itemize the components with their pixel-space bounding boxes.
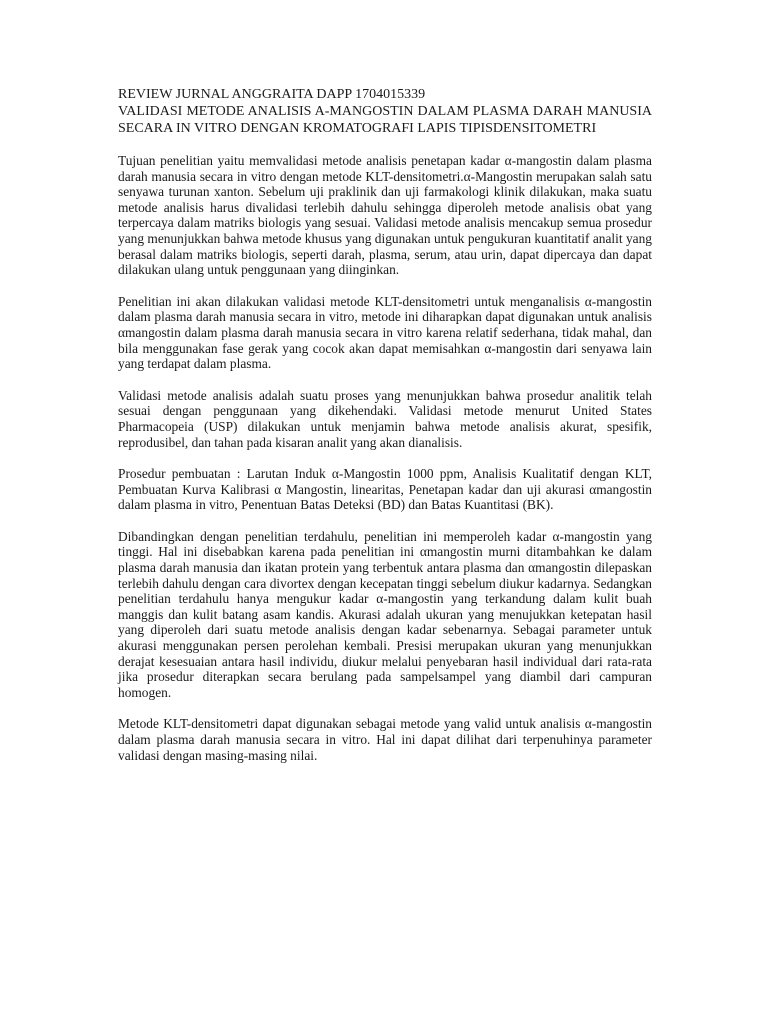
review-heading: REVIEW JURNAL ANGGRAITA DAPP 1704015339 (118, 87, 426, 102)
paragraph-comparison: Dibandingkan dengan penelitian terdahulu, penelitian ini memperoleh kadar α-mangostin yang tinggi. Hal ini disebabkan karena pada penelitian ini αmangostin murni ditambahkan ke dalam plasma darah manusia dan ikatan protein yang terbentuk antara plasma dan αmangostin dilepaskan terlebih dahulu dengan cara divortex dengan kecepatan tinggi sebelum diukur kadarnya. Sedangkan penelitian terdahulu hanya mengukur kadar α-mangostin yang terkandung dalam kulit buah manggis dan kulit batang asam kandis. Akurasi adalah ukuran yang menujukkan ketepatan hasil yang diperoleh dari suatu metode analisis dengan kadar sebenarnya. Sebagai parameter untuk akurasi menggunakan persen perolehan kembali. Presisi merupakan ukuran yang menunjukkan derajat kesesuaian antara hasil individu, diukur melalui penyebaran hasil individual dari rata-rata jika prosedur diterapkan secara berulang pada sampelsampel yang diambil dari campuran homogen. (118, 528, 652, 700)
journal-title: VALIDASI METODE ANALISIS A-MANGOSTIN DALAM PLASMA DARAH MANUSIA SECARA IN VITRO DENGAN KROMATOGRAFI LAPIS TIPISDENSITOMETRI (118, 104, 652, 136)
paragraph-conclusion: Metode KLT-densitometri dapat digunakan sebagai metode yang valid untuk analisis α-mangostin dalam plasma darah manusia secara in vitro. Hal ini dapat dilihat dari terpenuhinya parameter validasi dengan masing-masing nilai. (118, 716, 652, 763)
paragraph-validation: Validasi metode analisis adalah suatu proses yang menunjukkan bahwa prosedur analitik telah sesuai dengan penggunaan yang dikehendaki. Validasi metode menurut United States Pharmacopeia (USP) dilakukan untuk menjamin bahwa metode analisis akurat, spesifik, reprodusibel, dan tahan pada kisaran analit yang akan dianalisis. (118, 387, 652, 450)
paragraph-purpose: Tujuan penelitian yaitu memvalidasi metode analisis penetapan kadar α-mangostin dalam plasma darah manusia secara in vitro dengan metode KLT-densitometri.α-Mangostin merupakan salah satu senyawa turunan xanton. Sebelum uji praklinik dan uji farmakologi klinik dilakukan, maka suatu metode analisis harus divalidasi terlebih dahulu sehingga diperoleh metode analisis obat yang terpercaya dalam matriks biologis yang sesuai. Validasi metode analisis mencakup semua prosedur yang menunjukkan bahwa metode khusus yang digunakan untuk pengukuran kuantitatif analit yang berasal dalam matriks biologis, seperti darah, plasma, serum, atau urin, dapat dipercaya dan dapat dilakukan ulang untuk penggunaan yang diinginkan. (118, 153, 652, 278)
document-body (118, 86, 652, 779)
paragraph-procedure: Prosedur pembuatan : Larutan Induk α-Mangostin 1000 ppm, Analisis Kualitatif dengan KLT, Pembuatan Kurva Kalibrasi α Mangostin, linearitas, Penetapan kadar dan uji akurasi αmangostin dalam plasma in vitro, Penentuan Batas Deteksi (BD) dan Batas Kuantitasi (BK). (118, 466, 652, 513)
title-block (118, 86, 652, 137)
paragraph-method: Penelitian ini akan dilakukan validasi metode KLT-densitometri untuk menganalisis α-mangostin dalam plasma darah manusia secara in vitro, metode ini diharapkan dapat digunakan untuk analisis αmangostin dalam plasma darah manusia secara in vitro karena relatif sederhana, tidak mahal, dan bila menggunakan fase gerak yang cocok akan dapat memisahkan α-mangostin dari senyawa lain yang terdapat dalam plasma. (118, 293, 652, 372)
